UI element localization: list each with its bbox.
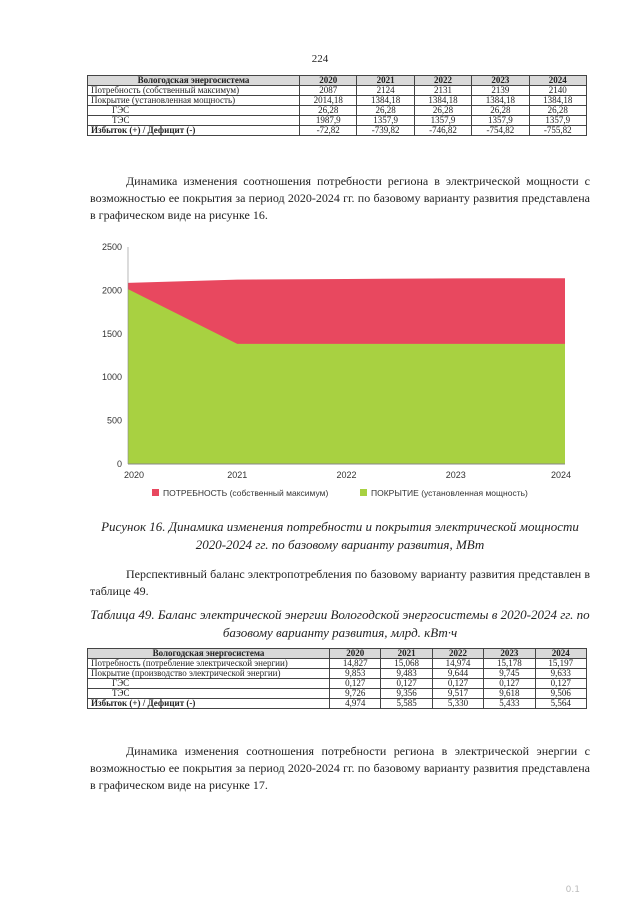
table-cell: 2139: [472, 86, 529, 96]
row-label: ГЭС: [88, 679, 330, 689]
table-cell: 26,28: [300, 106, 357, 116]
table-header-cell: 2020: [300, 76, 357, 86]
table-cell: 9,517: [432, 689, 483, 699]
table-header-cell: 2022: [432, 649, 483, 659]
table-49-caption: Таблица 49. Баланс электрической энергии Вологодской энергосистемы в 2020-2024 гг. по базовому варианту развития, млрд. кВт·ч: [90, 607, 590, 640]
y-tick-label: 0: [116, 459, 122, 469]
page-number: 224: [311, 53, 329, 65]
table-row: [88, 86, 587, 96]
table-cell: 26,28: [414, 106, 471, 116]
table-cell: 0,127: [330, 679, 381, 689]
table-row: [88, 679, 587, 689]
y-tick-label: 2500: [101, 242, 122, 252]
table-header-cell: Вологодская энергосистема: [88, 649, 330, 659]
table-cell: 9,726: [330, 689, 381, 699]
table-cell: 0,127: [381, 679, 432, 689]
table-row: [88, 689, 587, 699]
table-row: [88, 126, 587, 136]
table-cell: -746,82: [414, 126, 471, 136]
table-cell: 1384,18: [529, 96, 586, 106]
table-cell: 15,178: [484, 659, 535, 669]
row-label: ТЭС: [88, 116, 300, 126]
table-cell: 0,127: [535, 679, 586, 689]
corner-mark: 0.1: [565, 885, 580, 895]
x-tick-label: 2024: [550, 470, 571, 480]
row-label: Покрытие (производство электрической энергии): [88, 669, 330, 679]
table-cell: 9,644: [432, 669, 483, 679]
table-cell: -739,82: [357, 126, 414, 136]
y-tick-label: 1000: [101, 372, 122, 383]
x-tick-label: 2023: [445, 470, 466, 480]
table-cell: 0,127: [432, 679, 483, 689]
power-balance-area-chart: [90, 238, 585, 508]
table-cell: 9,483: [381, 669, 432, 679]
table-header-cell: 2024: [535, 649, 586, 659]
table-cell: 14,827: [330, 659, 381, 669]
table-cell: 1357,9: [414, 116, 471, 126]
legend-swatch: [360, 489, 367, 496]
table-cell: -72,82: [300, 126, 357, 136]
table-header-row: [88, 76, 587, 86]
table-cell: 26,28: [472, 106, 529, 116]
table-cell: 9,506: [535, 689, 586, 699]
table-cell: 5,330: [432, 699, 483, 709]
table-row: [88, 669, 587, 679]
table-header-cell: 2021: [357, 76, 414, 86]
table-header-cell: 2022: [414, 76, 471, 86]
table-cell: 1357,9: [357, 116, 414, 126]
paragraph-figure16-intro: Динамика изменения соотношения потребности региона в электрической мощности с возможностью ее покрытия за период 2020-2024 гг. по базовому варианту развития представлена в графическом виде на рисунке 16.: [90, 174, 590, 222]
table-header-cell: 2023: [484, 649, 535, 659]
table-cell: 14,974: [432, 659, 483, 669]
table-cell: 9,618: [484, 689, 535, 699]
row-label: ГЭС: [88, 106, 300, 116]
table-cell: 9,745: [484, 669, 535, 679]
table-row: [88, 106, 587, 116]
table-header-cell: 2021: [381, 649, 432, 659]
table-row: [88, 699, 587, 709]
table-cell: 1384,18: [414, 96, 471, 106]
table-cell: 2014,18: [300, 96, 357, 106]
table-cell: 2087: [300, 86, 357, 96]
table-cell: 9,853: [330, 669, 381, 679]
table-cell: 9,633: [535, 669, 586, 679]
table-header-cell: 2024: [529, 76, 586, 86]
table-cell: 15,197: [535, 659, 586, 669]
table-cell: 1357,9: [472, 116, 529, 126]
table-cell: 26,28: [357, 106, 414, 116]
table-row: [88, 116, 587, 126]
table-row: [88, 659, 587, 669]
y-tick-label: 500: [106, 415, 122, 426]
table-cell: 5,433: [484, 699, 535, 709]
paragraph-table49-intro: Перспективный баланс электропотребления по базовому варианту развития представлен в таблице 49.: [90, 567, 590, 598]
table-cell: 2124: [357, 86, 414, 96]
row-label: Избыток (+) / Дефицит (-): [88, 699, 330, 709]
table-header-cell: 2023: [472, 76, 529, 86]
table-row: [88, 96, 587, 106]
row-label: Потребность (потребление электрической энергии): [88, 659, 330, 669]
legend-swatch: [152, 489, 159, 496]
row-label: Потребность (собственный максимум): [88, 86, 300, 96]
x-tick-label: 2022: [336, 470, 357, 480]
legend-label: ПОКРЫТИЕ (установленная мощность): [371, 488, 528, 498]
figure-16-caption: Рисунок 16. Динамика изменения потребности и покрытия электрической мощности 2020-2024 гг. по базовому варианту развития, МВт: [101, 519, 579, 552]
table-cell: 9,356: [381, 689, 432, 699]
table-cell: 5,585: [381, 699, 432, 709]
x-tick-label: 2021: [227, 470, 248, 480]
table-cell: 15,068: [381, 659, 432, 669]
power-balance-table: [87, 75, 587, 136]
y-tick-label: 1500: [101, 328, 122, 339]
table-cell: 1384,18: [472, 96, 529, 106]
table-header-cell: 2020: [330, 649, 381, 659]
row-label: ТЭС: [88, 689, 330, 699]
y-tick-label: 2000: [101, 285, 122, 296]
table-header-cell: Вологодская энергосистема: [88, 76, 300, 86]
x-tick-label: 2020: [124, 470, 145, 480]
table-cell: 1357,9: [529, 116, 586, 126]
table-cell: 4,974: [330, 699, 381, 709]
table-cell: -755,82: [529, 126, 586, 136]
table-cell: 1987,9: [300, 116, 357, 126]
table-cell: 5,564: [535, 699, 586, 709]
legend-label: ПОТРЕБНОСТЬ (собственный максимум): [163, 488, 329, 498]
row-label: Избыток (+) / Дефицит (-): [88, 126, 300, 136]
table-cell: 1384,18: [357, 96, 414, 106]
energy-balance-table: [87, 648, 587, 709]
table-cell: 0,127: [484, 679, 535, 689]
table-cell: 2131: [414, 86, 471, 96]
table-cell: 2140: [529, 86, 586, 96]
paragraph-figure17-intro: Динамика изменения соотношения потребности региона в электрической энергии с возможностью ее покрытия за период 2020-2024 гг. по базовому варианту развития представлена в графическом виде на рисунке 17.: [90, 744, 590, 792]
table-cell: -754,82: [472, 126, 529, 136]
row-label: Покрытие (установленная мощность): [88, 96, 300, 106]
table-cell: 26,28: [529, 106, 586, 116]
table-header-row: [88, 649, 587, 659]
